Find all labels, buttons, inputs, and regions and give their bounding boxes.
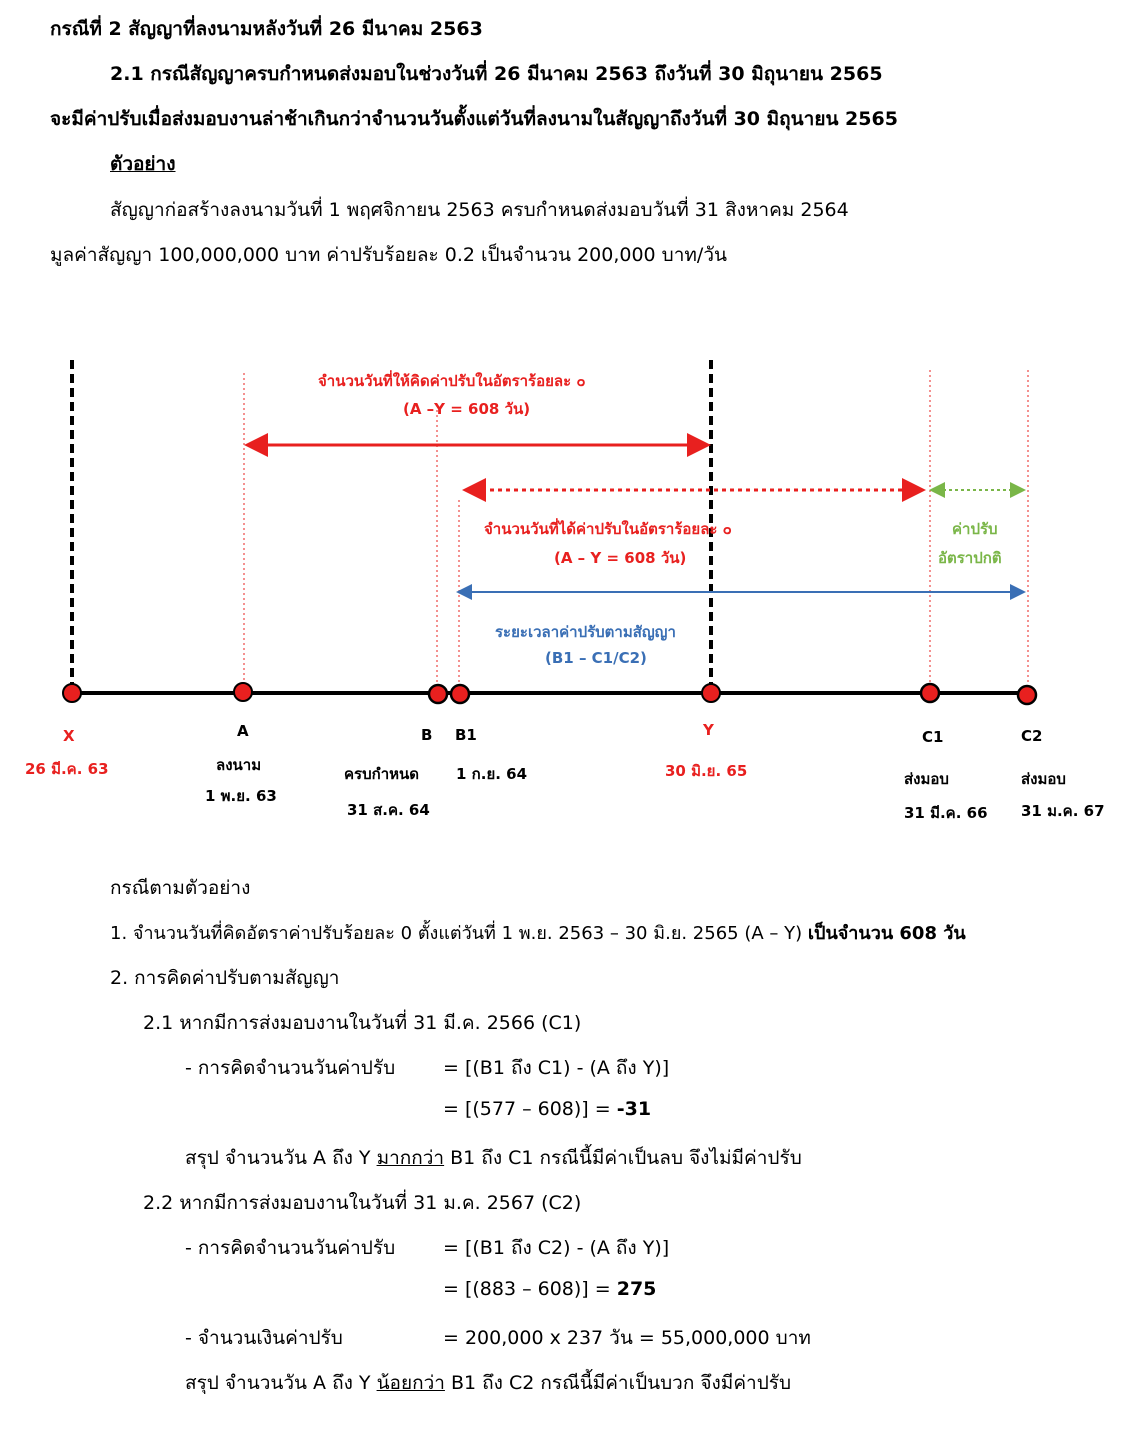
b-label: B [421, 726, 433, 744]
case-item1-text: 1. จำนวนวันที่คิดอัตราค่าปรับร้อยละ 0 ตั้งแต่วันที่ 1 พ.ย. 2563 – 30 มิ.ย. 2565 (A – Y) [110, 923, 808, 944]
s22-sum-post: B1 ถึง C2 กรณีนี้มีค่าเป็นบวก จึงมีค่าปรับ [444, 1372, 792, 1394]
b-sub: ครบกำหนด [344, 765, 419, 783]
y-date: 30 มิ.ย. 65 [665, 762, 748, 780]
a-sub: ลงนาม [216, 756, 262, 774]
example-title: ตัวอย่าง [110, 153, 176, 175]
example-line1: สัญญาก่อสร้างลงนามวันที่ 1 พฤศจิกายน 2563 ครบกำหนดส่งมอบวันที่ 31 สิงหาคม 2564 [110, 199, 849, 221]
y-label: Y [703, 721, 714, 739]
s22-title: 2.2 หากมีการส่งมอบงานในวันที่ 31 ม.ค. 2567 (C2) [143, 1192, 582, 1214]
red-mid-line2: (A – Y = 608 วัน) [554, 549, 687, 567]
x-date: 26 มี.ค. 63 [25, 760, 109, 778]
s21-calc-eq1: = [(B1 ถึง C1) - (A ถึง Y)] [443, 1057, 670, 1079]
b1-label: B1 [455, 726, 477, 744]
s21-summary [185, 1143, 802, 1173]
b-date: 31 ส.ค. 64 [347, 801, 430, 819]
sub-heading-line2: จะมีค่าปรับเมื่อส่งมอบงานล่าช้าเกินกว่าจำนวนวันตั้งแต่วันที่ลงนามในสัญญาถึงวันที่ 30 มิถุนายน 2565 [50, 108, 898, 130]
point-y [702, 684, 720, 702]
blue-line1: ระยะเวลาค่าปรับตามสัญญา [495, 623, 676, 641]
heading: กรณีที่ 2 สัญญาที่ลงนามหลังวันที่ 26 มีนาคม 2563 [50, 18, 483, 40]
case-title: กรณีตามตัวอย่าง [110, 877, 251, 899]
a-date: 1 พ.ย. 63 [205, 787, 277, 805]
red-mid-line1: จำนวนวันที่ได้ค่าปรับในอัตราร้อยละ ๐ [484, 520, 732, 538]
s22-calc-eq2 [443, 1278, 656, 1300]
point-b1 [451, 685, 469, 703]
c2-sub: ส่งมอบ [1021, 770, 1066, 788]
s22-money-eq: = 200,000 x 237 วัน = 55,000,000 บาท [443, 1327, 811, 1349]
sub-heading-line1: 2.1 กรณีสัญญาครบกำหนดส่งมอบในช่วงวันที่ 26 มีนาคม 2563 ถึงวันที่ 30 มิถุนายน 2565 [110, 63, 883, 85]
s22-calc-label: - การคิดจำนวนวันค่าปรับ [185, 1237, 396, 1259]
x-label: X [63, 727, 75, 745]
point-c1 [921, 684, 939, 702]
s22-sum-u: น้อยกว่า [376, 1372, 445, 1394]
s21-calc-label: - การคิดจำนวนวันค่าปรับ [185, 1057, 396, 1079]
s22-calc-eq2-text: = [(883 – 608)] = [443, 1278, 617, 1300]
case-item2: 2. การคิดค่าปรับตามสัญญา [110, 967, 340, 989]
c2-date: 31 ม.ค. 67 [1021, 802, 1105, 820]
point-a [234, 683, 252, 701]
c1-date: 31 มี.ค. 66 [904, 804, 988, 822]
s21-calc-eq2-text: = [(577 – 608)] = [443, 1098, 617, 1120]
s22-calc-result: 275 [616, 1278, 657, 1300]
s22-money-label: - จำนวนเงินค่าปรับ [185, 1327, 343, 1349]
green-line2: อัตราปกติ [938, 549, 1002, 567]
case-item1 [110, 918, 966, 947]
green-line1: ค่าปรับ [952, 520, 998, 538]
s22-calc-eq1: = [(B1 ถึง C2) - (A ถึง Y)] [443, 1237, 670, 1259]
red-top-line2: (A –Y = 608 วัน) [403, 400, 531, 418]
s21-title: 2.1 หากมีการส่งมอบงานในวันที่ 31 มี.ค. 2566 (C1) [143, 1012, 582, 1034]
c2-label: C2 [1021, 727, 1043, 745]
s21-sum-u: มากกว่า [376, 1147, 445, 1169]
point-x [63, 684, 81, 702]
s21-calc-result: -31 [616, 1098, 652, 1120]
point-b [429, 685, 447, 703]
s21-calc-eq2 [443, 1098, 651, 1120]
case-item1-bold: เป็นจำนวน 608 วัน [807, 923, 966, 944]
c1-sub: ส่งมอบ [904, 770, 949, 788]
a-label: A [237, 722, 249, 740]
example-line2: มูลค่าสัญญา 100,000,000 บาท ค่าปรับร้อยละ 0.2 เป็นจำนวน 200,000 บาท/วัน [50, 244, 727, 266]
s22-sum-pre: สรุป จำนวนวัน A ถึง Y [185, 1372, 377, 1394]
point-c2 [1018, 686, 1036, 704]
s21-sum-pre: สรุป จำนวนวัน A ถึง Y [185, 1147, 377, 1169]
red-top-line1: จำนวนวันที่ให้คิดค่าปรับในอัตราร้อยละ ๐ [318, 372, 586, 390]
blue-line2: (B1 – C1/C2) [545, 649, 647, 667]
s22-summary [185, 1368, 791, 1398]
b1-date: 1 ก.ย. 64 [456, 765, 528, 783]
s21-sum-post: B1 ถึง C1 กรณีนี้มีค่าเป็นลบ จึงไม่มีค่าปรับ [444, 1147, 802, 1169]
c1-label: C1 [922, 728, 944, 746]
